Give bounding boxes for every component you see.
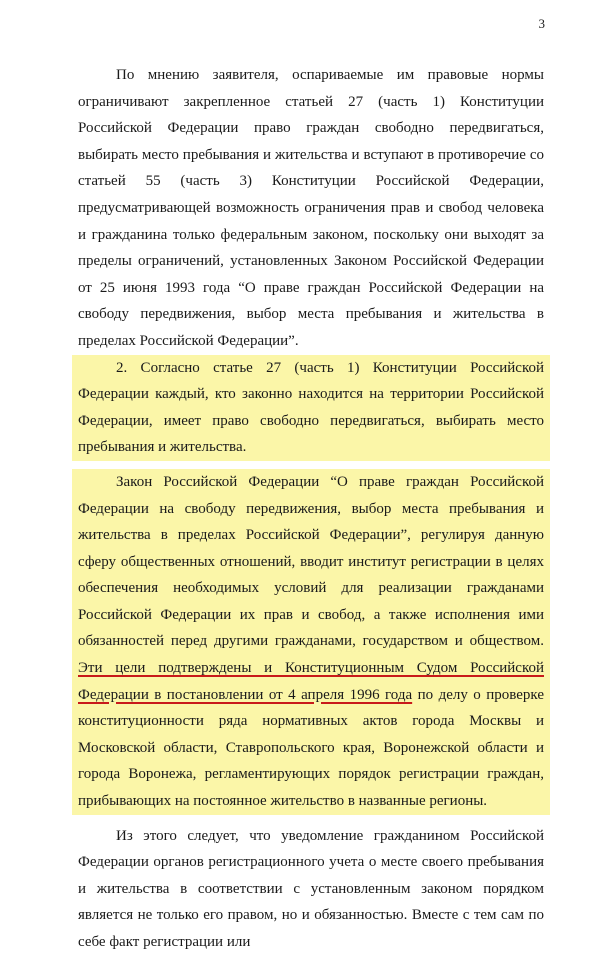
paragraph-registration-law-highlighted: [72, 469, 550, 815]
paragraph-text-before: Закон Российской Федерации “О праве граждан Российской Федерации на свободу передвижения, выбор места пребывания и жительства в пределах Российской Федерации”, регулируя данную сферу общественных отношений, вводит институт регистрации в целях обеспечения необходимых условий для реализации гражданами Российской Федерации их прав и свобод, а также исполнения ими обязанностей перед другими гражданами, государством и обществом.: [78, 473, 544, 650]
page-number: 3: [538, 16, 545, 31]
underlined-court-reference: Эти цели подтверждены и Конституционным Судом Российской Федерации в постановлении от 4 апреля 1996 года: [78, 660, 544, 703]
paragraph-applicant-opinion: По мнению заявителя, оспариваемые им правовые нормы ограничивают закрепленное статьей 27 (часть 1) Конституции Российской Федерации право граждан свободно передвигаться, выбирать место пребывания и жительства и вступают в противоречие со статьей 55 (часть 3) Конституции Российской Федерации, предусматривающей возможность ограничения прав и свобод человека и гражданина только федеральным законом, поскольку они выходят за пределы ограничений, установленных Законом Российской Федерации от 25 июня 1993 года “О праве граждан Российской Федерации на свободу передвижения, выбор места пребывания и жительства в пределах Российской Федерации”.: [78, 67, 544, 349]
paragraph-text-after: по делу о проверке конституционности ряда нормативных актов города Москвы и Московской области, Ставропольского края, Воронежской области и города Воронежа, регламентирующих порядок регистрации граждан, прибывающих на постоянное жительство в названные регионы.: [78, 686, 544, 810]
document-body: [78, 62, 544, 956]
paragraph-article-27-highlighted: 2. Согласно статье 27 (часть 1) Конституции Российской Федерации каждый, кто законно находится на территории Российской Федерации, имеет право свободно передвигаться, выбирать место пребывания и жительства.: [72, 355, 550, 461]
paragraph-conclusion: Из этого следует, что уведомление гражданином Российской Федерации органов регистрационного учета о месте своего пребывания и жительства в соответствии с установленным законом порядком является не только его правом, но и обязанностью. Вместе с тем сам по себе факт регистрации или: [78, 827, 544, 950]
